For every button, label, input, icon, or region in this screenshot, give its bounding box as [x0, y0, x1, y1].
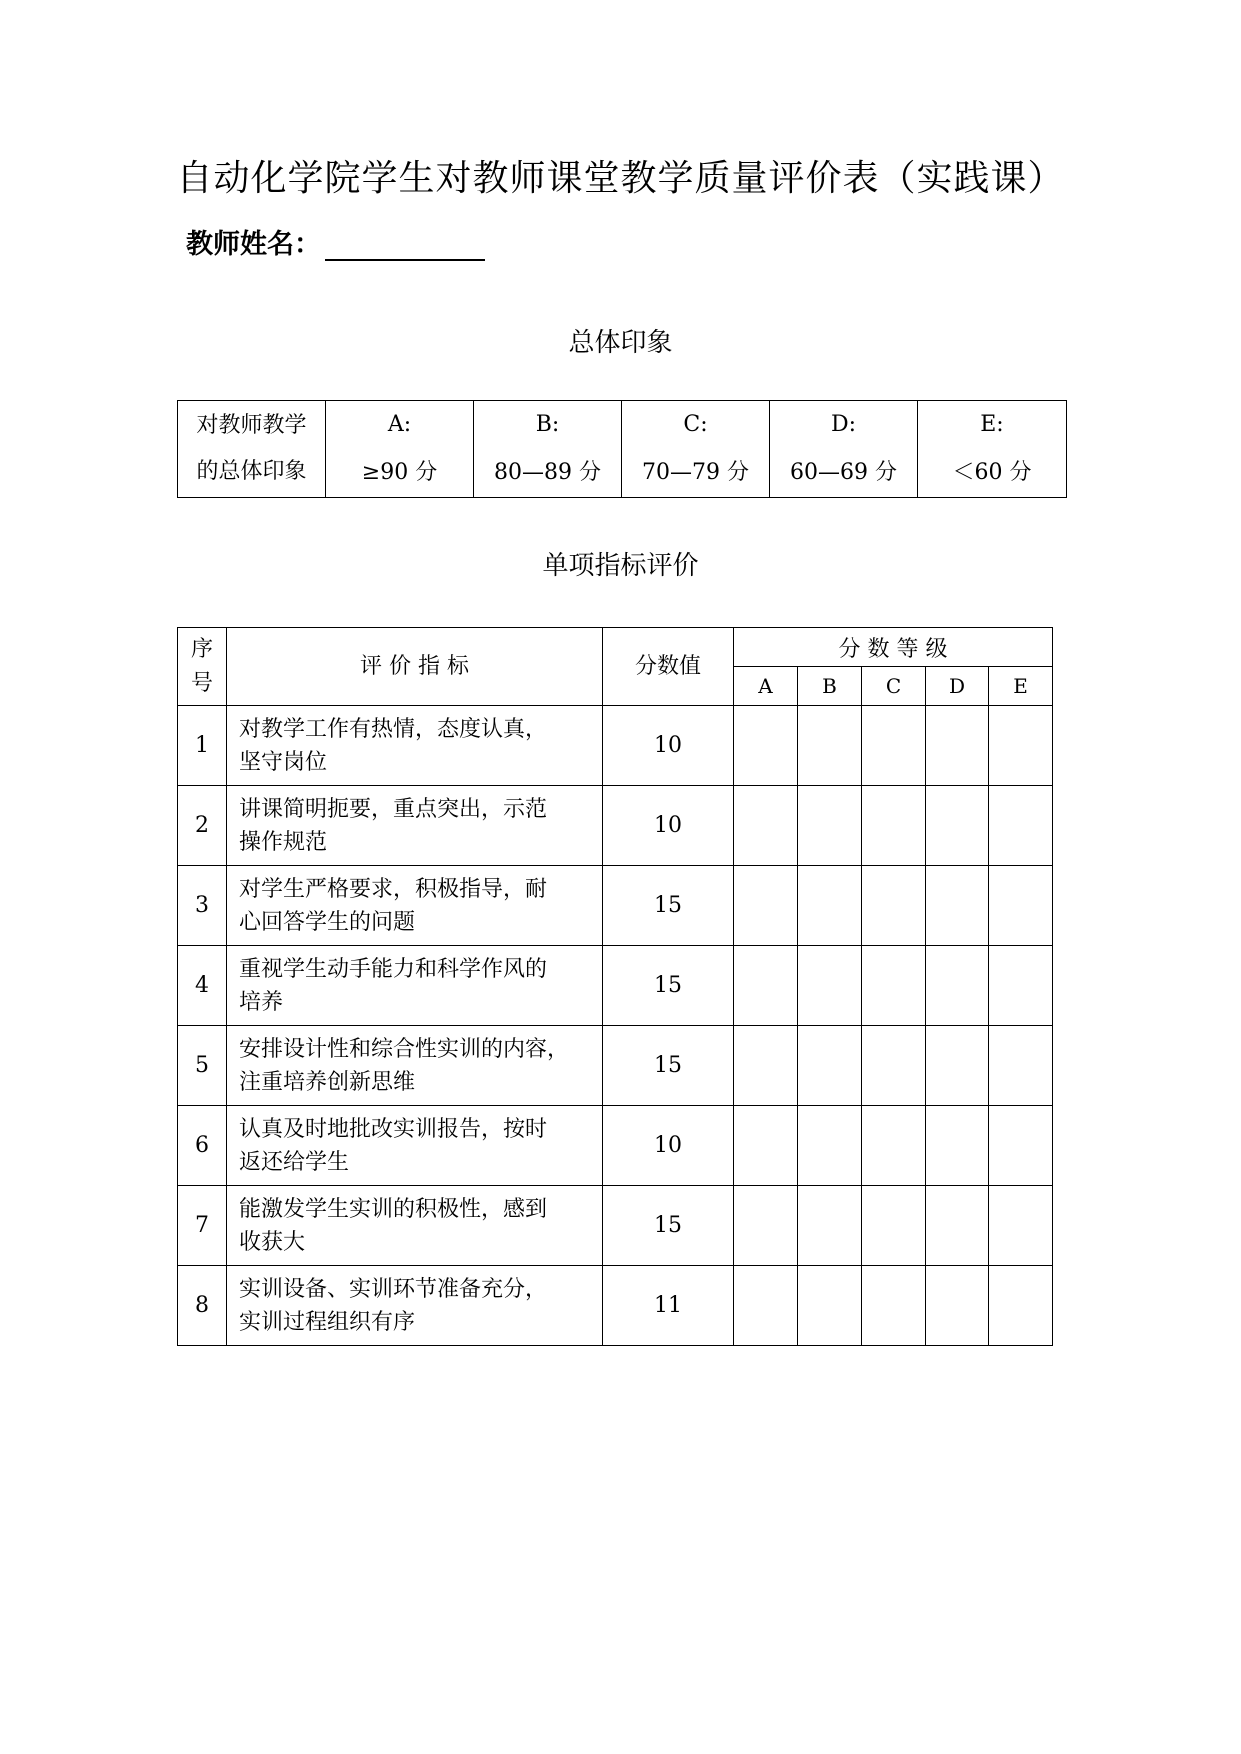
- grade-cell-e[interactable]: [989, 1106, 1053, 1186]
- row-index: 7: [178, 1186, 227, 1266]
- section-overall-title: 总体印象: [568, 328, 673, 358]
- indicator-line1: 重视学生动手能力和科学作风的: [239, 956, 548, 982]
- indicator-line1: 讲课简明扼要，重点突出，示范: [239, 796, 548, 822]
- grade-cell-d[interactable]: [926, 706, 989, 786]
- row-indicator: [227, 1026, 603, 1106]
- row-value: 15: [603, 1186, 734, 1266]
- indicator-line1: 安排设计性和综合性实训的内容，: [239, 1036, 570, 1062]
- row-index: 4: [178, 946, 227, 1026]
- grade-cell-a[interactable]: [734, 786, 798, 866]
- grade-cell-d[interactable]: [926, 1266, 989, 1346]
- indicator-line2: 心回答学生的问题: [239, 909, 416, 935]
- grade-col-a: A: [734, 667, 798, 706]
- grade-cell-a[interactable]: [734, 1026, 798, 1106]
- grade-cell-d[interactable]: [926, 946, 989, 1026]
- indicator-table: [177, 627, 1053, 1346]
- grade-cell-a[interactable]: [734, 866, 798, 946]
- grade-cell-b[interactable]: [798, 866, 862, 946]
- overall-grade-c[interactable]: [622, 401, 770, 498]
- indicator-line2: 返还给学生: [239, 1149, 350, 1175]
- grade-cell-c[interactable]: [862, 1106, 926, 1186]
- grade-cell-c[interactable]: [862, 1266, 926, 1346]
- indicator-line1: 实训设备、实训环节准备充分，: [239, 1276, 548, 1302]
- indicator-line2: 注重培养创新思维: [239, 1069, 416, 1095]
- indicator-line1: 能激发学生实训的积极性，感到: [239, 1196, 548, 1222]
- grade-cell-d[interactable]: [926, 786, 989, 866]
- row-index: 5: [178, 1026, 227, 1106]
- table-row: [178, 1026, 1053, 1106]
- grade-letter: D:: [830, 412, 857, 437]
- table-row: [178, 706, 1053, 786]
- grade-range: 80—89 分: [494, 460, 601, 485]
- teacher-name-label: 教师姓名：: [186, 229, 321, 260]
- row-index: 6: [178, 1106, 227, 1186]
- index-header-line2: 号: [190, 670, 213, 696]
- grade-cell-d[interactable]: [926, 866, 989, 946]
- row-index: 8: [178, 1266, 227, 1346]
- row-indicator: [227, 866, 603, 946]
- grade-cell-c[interactable]: [862, 1186, 926, 1266]
- indicator-line2: 坚守岗位: [239, 749, 328, 775]
- grade-col-c: C: [862, 667, 926, 706]
- teacher-name-field[interactable]: [325, 231, 485, 261]
- row-indicator: [227, 706, 603, 786]
- overall-header-line2: 的总体印象: [196, 459, 307, 484]
- indicator-line1: 对教学工作有热情，态度认真，: [239, 716, 548, 742]
- row-indicator: [227, 946, 603, 1026]
- col-header-value: 分数值: [603, 628, 734, 706]
- table-row: [178, 866, 1053, 946]
- grade-cell-a[interactable]: [734, 1186, 798, 1266]
- row-value: 11: [603, 1266, 734, 1346]
- grade-cell-c[interactable]: [862, 706, 926, 786]
- grade-range: 70—79 分: [642, 460, 749, 485]
- overall-header-cell: [178, 401, 326, 498]
- grade-letter: C:: [683, 412, 708, 437]
- overall-header-line1: 对教师教学: [196, 413, 307, 438]
- grade-letter: A:: [387, 412, 412, 437]
- table-row: [178, 1266, 1053, 1346]
- grade-cell-b[interactable]: [798, 1026, 862, 1106]
- col-header-indicator: 评 价 指 标: [227, 628, 603, 706]
- grade-cell-a[interactable]: [734, 1106, 798, 1186]
- overall-grade-b[interactable]: [474, 401, 622, 498]
- grade-cell-b[interactable]: [798, 706, 862, 786]
- grade-range: 60—69 分: [790, 460, 897, 485]
- grade-cell-c[interactable]: [862, 946, 926, 1026]
- row-index: 2: [178, 786, 227, 866]
- grade-letter: B:: [535, 412, 560, 437]
- table-row: [178, 1106, 1053, 1186]
- indicator-line2: 实训过程组织有序: [239, 1309, 416, 1335]
- grade-cell-b[interactable]: [798, 946, 862, 1026]
- grade-col-d: D: [926, 667, 989, 706]
- indicator-line1: 认真及时地批改实训报告，按时: [239, 1116, 548, 1142]
- row-index: 1: [178, 706, 227, 786]
- grade-cell-d[interactable]: [926, 1106, 989, 1186]
- grade-range: ＜60 分: [952, 460, 1032, 485]
- row-index: 3: [178, 866, 227, 946]
- grade-cell-a[interactable]: [734, 1266, 798, 1346]
- grade-cell-b[interactable]: [798, 1266, 862, 1346]
- grade-cell-d[interactable]: [926, 1026, 989, 1106]
- grade-letter: E:: [980, 412, 1004, 437]
- col-header-grade: 分 数 等 级: [734, 628, 1053, 667]
- grade-cell-c[interactable]: [862, 1026, 926, 1106]
- grade-cell-e[interactable]: [989, 1026, 1053, 1106]
- grade-cell-e[interactable]: [989, 1186, 1053, 1266]
- grade-cell-e[interactable]: [989, 1266, 1053, 1346]
- indicator-line1: 对学生严格要求，积极指导，耐: [239, 876, 548, 902]
- grade-range: ≥90 分: [361, 460, 438, 485]
- row-indicator: [227, 786, 603, 866]
- grade-cell-c[interactable]: [862, 866, 926, 946]
- row-indicator: [227, 1266, 603, 1346]
- grade-cell-a[interactable]: [734, 946, 798, 1026]
- grade-col-b: B: [798, 667, 862, 706]
- row-value: 10: [603, 1106, 734, 1186]
- row-value: 15: [603, 1026, 734, 1106]
- row-value: 10: [603, 706, 734, 786]
- overall-grade-a[interactable]: [326, 401, 474, 498]
- grade-cell-b[interactable]: [798, 1186, 862, 1266]
- section-items-title: 单项指标评价: [542, 551, 699, 581]
- row-value: 15: [603, 866, 734, 946]
- grade-cell-e[interactable]: [989, 866, 1053, 946]
- indicator-line2: 操作规范: [239, 829, 328, 855]
- grade-cell-e[interactable]: [989, 786, 1053, 866]
- page-title: 自动化学院学生对教师课堂教学质量评价表（实践课）: [176, 158, 1065, 199]
- overall-impression-table: [177, 400, 1067, 498]
- overall-grade-d[interactable]: [770, 401, 918, 498]
- row-indicator: [227, 1106, 603, 1186]
- grade-cell-b[interactable]: [798, 1106, 862, 1186]
- grade-cell-c[interactable]: [862, 786, 926, 866]
- row-indicator: [227, 1186, 603, 1266]
- teacher-name-row: [186, 222, 485, 261]
- table-row: [178, 1186, 1053, 1266]
- grade-cell-a[interactable]: [734, 706, 798, 786]
- index-header-line1: 序: [190, 636, 213, 662]
- row-value: 15: [603, 946, 734, 1026]
- overall-grade-e[interactable]: [918, 401, 1067, 498]
- grade-cell-d[interactable]: [926, 1186, 989, 1266]
- table-row: [178, 786, 1053, 866]
- grade-col-e: E: [989, 667, 1053, 706]
- row-value: 10: [603, 786, 734, 866]
- indicator-line2: 培养: [239, 989, 284, 1015]
- col-header-index: [178, 628, 227, 706]
- grade-cell-b[interactable]: [798, 786, 862, 866]
- grade-cell-e[interactable]: [989, 706, 1053, 786]
- table-row: [178, 946, 1053, 1026]
- indicator-line2: 收获大: [239, 1229, 306, 1255]
- grade-cell-e[interactable]: [989, 946, 1053, 1026]
